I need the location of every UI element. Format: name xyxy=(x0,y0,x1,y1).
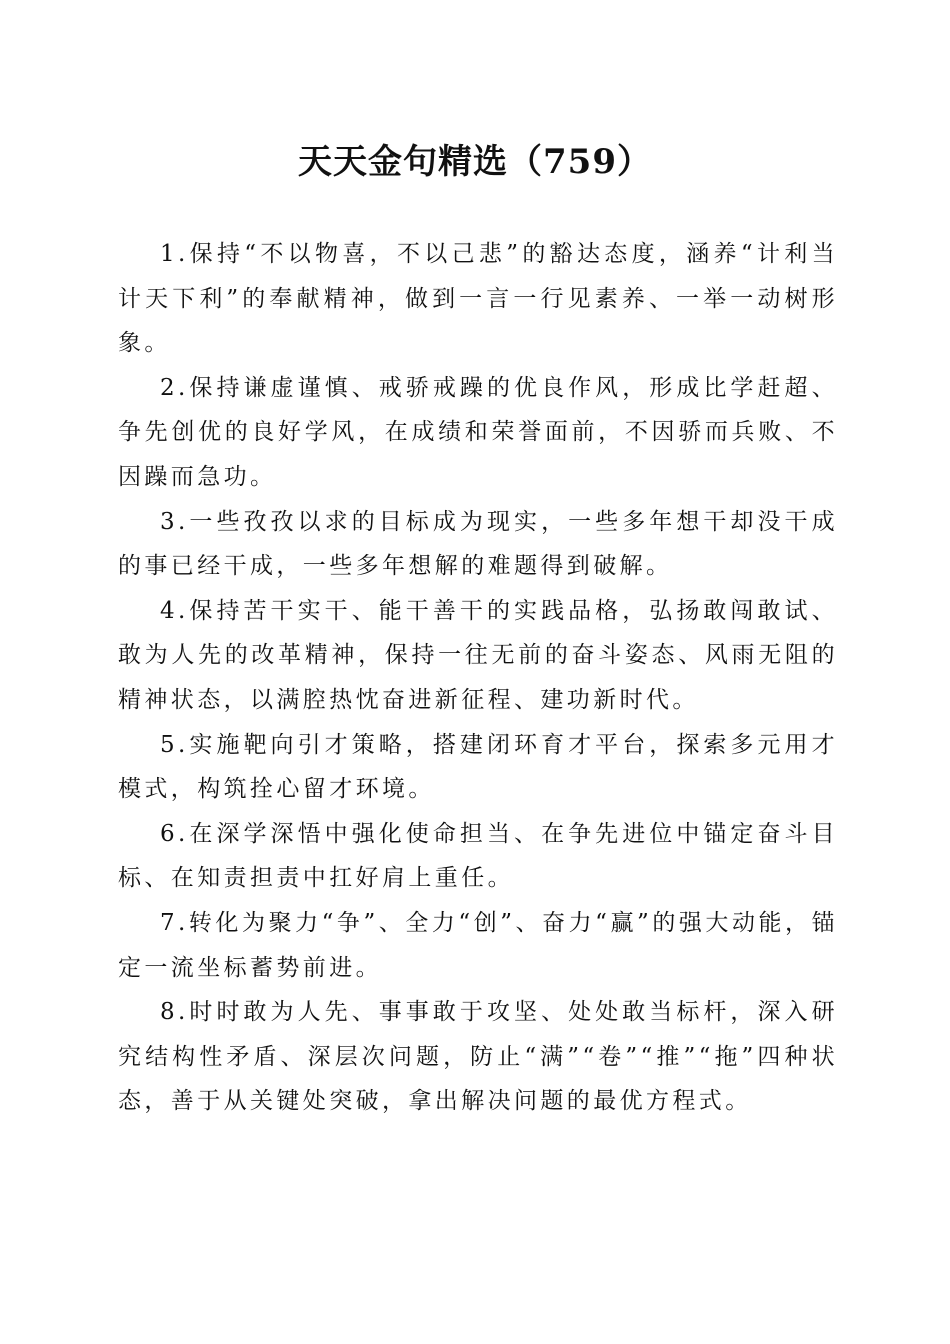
quote-paragraph-6: 6.在深学深悟中强化使命担当、在争先进位中锚定奋斗目标、在知责担责中扛好肩上重任。 xyxy=(118,820,838,892)
quote-paragraph-1: 1.保持“不以物喜，不以己悲”的豁达态度，涵养“计利当计天下利”的奉献精神，做到一言一行见素养、一举一动树形象。 xyxy=(118,241,838,357)
quote-paragraph-7: 7.转化为聚力“争”、全力“创”、奋力“赢”的强大动能，锚定一流坐标蓄势前进。 xyxy=(118,909,838,981)
quote-paragraph-4: 4.保持苦干实干、能干善干的实践品格，弘扬敢闯敢试、敢为人先的改革精神，保持一往无前的奋斗姿态、风雨无阻的精神状态，以满腔热忱奋进新征程、建功新时代。 xyxy=(118,597,838,713)
document-body xyxy=(118,232,838,1124)
quote-paragraph-2: 2.保持谦虚谨慎、戒骄戒躁的优良作风，形成比学赶超、争先创优的良好学风，在成绩和荣誉面前，不因骄而兵败、不因躁而急功。 xyxy=(118,374,838,490)
document-title: 天天金句精选（759） xyxy=(298,142,652,182)
quote-paragraph-8: 8.时时敢为人先、事事敢于攻坚、处处敢当标杆，深入研究结构性矛盾、深层次问题，防止“满”“卷”“推”“拖”四种状态，善于从关键处突破，拿出解决问题的最优方程式。 xyxy=(118,999,838,1115)
quote-paragraph-3: 3.一些孜孜以求的目标成为现实，一些多年想干却没干成的事已经干成，一些多年想解的难题得到破解。 xyxy=(118,508,838,580)
quote-paragraph-5: 5.实施靶向引才策略，搭建闭环育才平台，探索多元用才模式，构筑拴心留才环境。 xyxy=(118,731,838,803)
